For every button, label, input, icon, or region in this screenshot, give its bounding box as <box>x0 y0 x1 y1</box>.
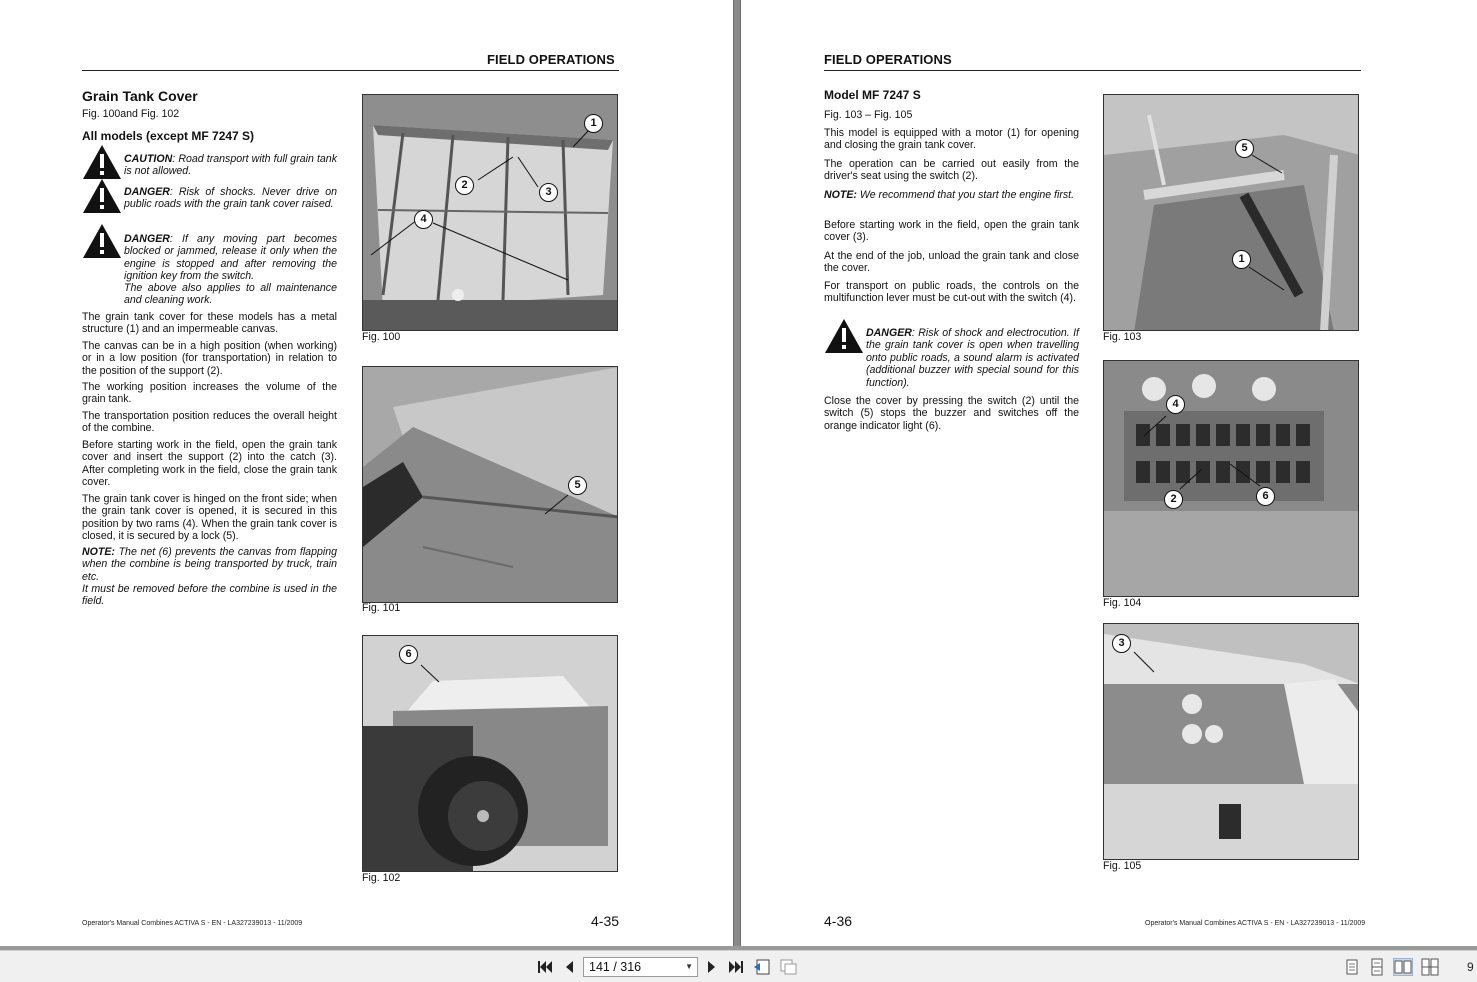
section-title: Model MF 7247 S <box>824 88 921 102</box>
danger-text: : If any moving part becomes blocked or jammed, release it only when the engine is stopped and after removing the ignition key from the switch. <box>124 233 337 283</box>
continuous-facing-view-button[interactable] <box>1420 958 1440 976</box>
callout-6: 6 <box>399 645 418 664</box>
section-header: FIELD OPERATIONS <box>487 52 615 67</box>
note-text: The net (6) prevents the canvas from flapping when the combine is being transported by truck, train etc. <box>82 546 337 583</box>
triangle-right-icon <box>706 960 718 974</box>
grain-tank-net-photo <box>363 636 618 872</box>
caution-label: CAUTION <box>124 153 173 165</box>
skip-last-icon <box>728 960 744 974</box>
danger-label: DANGER <box>124 233 170 245</box>
note-text: We recommend that you start the engine first. <box>856 189 1075 201</box>
warning-triangle-icon <box>82 223 122 259</box>
paragraph: Close the cover by pressing the switch (2) until the switch (5) stops the buzzer and switches off the orange indicator light (6). <box>824 395 1079 432</box>
zoom-level[interactable]: 9 <box>1467 960 1474 974</box>
callout-5: 5 <box>1235 139 1254 158</box>
callout-2: 2 <box>1164 490 1183 509</box>
callout-4: 4 <box>414 210 433 229</box>
continuous-view-button[interactable] <box>1367 958 1387 976</box>
go-back-button[interactable] <box>753 958 771 976</box>
figure-caption: Fig. 103 <box>1103 331 1142 343</box>
facing-pages-view-button[interactable] <box>1393 958 1413 976</box>
paragraph: The transportation position reduces the overall height of the combine. <box>82 410 337 435</box>
danger-notice-2 <box>124 233 337 283</box>
section-header: FIELD OPERATIONS <box>824 52 952 67</box>
callout-2: 2 <box>455 176 474 195</box>
next-page-button[interactable] <box>703 958 721 976</box>
figure-caption: Fig. 100 <box>362 331 401 343</box>
callout-3: 3 <box>539 183 558 202</box>
warning-triangle-icon <box>82 178 122 214</box>
danger-notice-1 <box>124 186 337 211</box>
page-indicator-text: 141 / 316 <box>589 960 642 974</box>
figure-caption: Fig. 102 <box>362 872 401 884</box>
page-footer: Operator's Manual Combines ACTIVA S - EN - LA327239013 - 11/2009 <box>82 920 303 927</box>
danger-text: : Risk of shocks. Never drive on public roads with the grain tank cover raised. <box>124 186 337 211</box>
go-forward-button[interactable] <box>780 958 798 976</box>
continuous-page-icon <box>1367 958 1387 976</box>
grain-tank-motor-photo <box>1104 95 1359 331</box>
two-page-icon <box>1394 959 1412 975</box>
navigation-toolbar <box>0 950 1477 982</box>
page-footer: Operator's Manual Combines ACTIVA S - EN - LA327239013 - 11/2009 <box>1145 920 1366 927</box>
note <box>82 546 337 583</box>
previous-view-icon <box>753 959 771 975</box>
page-number: 4-35 <box>591 913 620 929</box>
figure-caption: Fig. 101 <box>362 602 401 614</box>
header-rule <box>82 70 619 71</box>
danger-notice <box>866 327 1079 389</box>
subsection-title: All models (except MF 7247 S) <box>82 129 255 143</box>
grain-tank-cover-photo <box>363 95 618 331</box>
callout-4: 4 <box>1166 395 1185 414</box>
note-label: NOTE: <box>824 189 857 201</box>
grain-tank-interior-photo <box>1104 624 1359 860</box>
switch-panel-photo <box>1104 361 1359 597</box>
warning-triangle-icon <box>82 144 122 180</box>
callout-3: 3 <box>1112 634 1131 653</box>
chevron-down-icon[interactable]: ▼ <box>685 962 693 971</box>
skip-first-icon <box>537 960 553 974</box>
note-extra: It must be removed before the combine is used in the field. <box>82 583 337 608</box>
page-number-input[interactable] <box>583 957 698 977</box>
danger-extra: The above also applies to all maintenance and cleaning work. <box>124 282 337 307</box>
paragraph: Before starting work in the field, open the grain tank cover and insert the support (2) into the catch (3). After completing work in the field, close the grain tank cover. <box>82 439 337 489</box>
page-number: 4-36 <box>824 913 853 929</box>
figure-103-image <box>1103 94 1359 331</box>
first-page-button[interactable] <box>536 958 554 976</box>
paragraph: This model is equipped with a motor (1) for opening and closing the grain tank cover. <box>824 127 1079 152</box>
paragraph: The grain tank cover for these models has a metal structure (1) and an impermeable canvas. <box>82 311 337 336</box>
paragraph: For transport on public roads, the controls on the multifunction lever must be cut-out with the switch (4). <box>824 280 1079 305</box>
header-rule <box>824 70 1361 71</box>
danger-label: DANGER <box>866 327 912 339</box>
previous-page-button[interactable] <box>560 958 578 976</box>
figure-reference: Fig. 103 – Fig. 105 <box>824 109 913 121</box>
paragraph: Before starting work in the field, open the grain tank cover (3). <box>824 219 1079 244</box>
paragraph: The grain tank cover is hinged on the front side; when the grain tank cover is opened, it is secured in this position by two rams (4). When the grain tank cover is closed, it is secured by a lock (5). <box>82 493 337 543</box>
next-view-icon <box>780 959 798 975</box>
warning-triangle-icon <box>824 318 864 354</box>
callout-6: 6 <box>1256 487 1275 506</box>
single-page-view-button[interactable] <box>1342 958 1362 976</box>
figure-reference: Fig. 100and Fig. 102 <box>82 108 180 120</box>
page-right <box>741 0 1477 946</box>
callout-5: 5 <box>568 476 587 495</box>
figure-101-image <box>362 366 618 603</box>
callout-1: 1 <box>1232 250 1251 269</box>
figure-105-image <box>1103 623 1359 860</box>
paragraph: At the end of the job, unload the grain tank and close the cover. <box>824 250 1079 275</box>
paragraph: The operation can be carried out easily from the driver's seat using the switch (2). <box>824 158 1079 183</box>
danger-label: DANGER <box>124 186 170 198</box>
single-page-icon <box>1342 958 1362 976</box>
page-gutter <box>733 0 741 950</box>
paragraph: The canvas can be in a high position (when working) or in a low position (for transportation) in relation to the position of the support (2). <box>82 340 337 377</box>
note <box>824 189 1079 201</box>
figure-104-image <box>1103 360 1359 597</box>
paragraph: The working position increases the volume of the grain tank. <box>82 381 337 406</box>
figure-102-image <box>362 635 618 872</box>
caution-notice <box>124 153 337 178</box>
figure-caption: Fig. 105 <box>1103 860 1142 872</box>
last-page-button[interactable] <box>727 958 745 976</box>
figure-100-image <box>362 94 618 331</box>
two-page-continuous-icon <box>1420 958 1440 976</box>
figure-caption: Fig. 104 <box>1103 597 1142 609</box>
danger-text: : Risk of shock and electrocution. If the grain tank cover is open when travelling onto public roads, a sound alarm is activated (additional buzzer with special sound for this function). <box>866 327 1079 389</box>
page-left <box>0 0 733 946</box>
caution-text: : Road transport with full grain tank is not allowed. <box>124 153 337 178</box>
triangle-left-icon <box>563 960 575 974</box>
note-label: NOTE: <box>82 546 115 558</box>
section-title: Grain Tank Cover <box>82 88 198 104</box>
callout-1: 1 <box>584 114 603 133</box>
